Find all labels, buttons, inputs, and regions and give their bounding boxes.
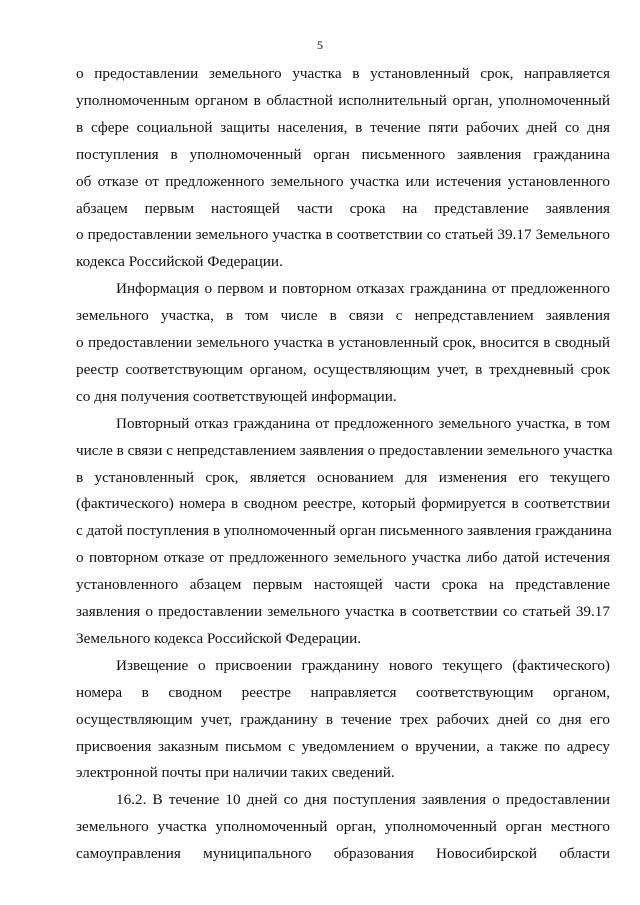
paragraph-first-line: 16.2. В течение 10 дней со дня поступления заявления о предоставлении: [116, 791, 610, 809]
paragraph-first-line: Повторный отказ гражданина от предложенного земельного участка, в том: [116, 414, 610, 432]
text-line: о предоставлении земельного участка в соответствии со статьей 39.17 Земельного: [76, 226, 610, 244]
text-line: поступления в уполномоченный орган письменного заявления гражданина: [76, 145, 610, 163]
text-line: абзацем первым настоящей части срока на представление заявления: [76, 199, 610, 217]
text-line: земельного участка, в том числе в связи с непредставлением заявления: [76, 307, 610, 325]
text-line: присвоения заказным письмом с уведомлением о вручении, а также по адресу: [76, 737, 610, 755]
text-line: о предоставлении земельного участка в установленный срок, вносится в сводный: [76, 334, 610, 351]
text-line: (фактического) номера в сводном реестре, который формируется в соответствии: [76, 495, 610, 513]
text-line: Земельного кодекса Российской Федерации.: [76, 629, 362, 647]
text-line: уполномоченным органом в областной исполнительный орган, уполномоченный: [76, 91, 610, 109]
paragraph-first-line: Извещение о присвоении гражданину нового текущего (фактического): [116, 656, 610, 674]
text-line: номера в сводном реестре направляется соответствующим органом,: [76, 683, 610, 701]
text-line: с датой поступления в уполномоченный орган письменного заявления гражданина: [76, 522, 612, 540]
text-line: электронной почты при наличии таких сведений.: [76, 764, 395, 782]
text-line: земельного участка уполномоченный орган, уполномоченный орган местного: [76, 818, 610, 836]
text-line: самоуправления муниципального образования Новосибирской области: [76, 845, 610, 863]
text-line: числе в связи с непредставлением заявления о предоставлении земельного участка: [76, 441, 613, 459]
text-line: кодекса Российской Федерации.: [76, 253, 283, 271]
text-line: реестр соответствующим органом, осуществляющим учет, в трехдневный срок: [76, 360, 610, 378]
text-line: в сфере социальной защиты населения, в течение пяти рабочих дней со дня: [76, 118, 610, 136]
text-line: об отказе от предложенного земельного участка или истечения установленного: [76, 172, 610, 190]
text-line: установленного абзацем первым настоящей части срока на представление: [76, 576, 610, 594]
page-number: 5: [317, 38, 323, 52]
text-line: осуществляющим учет, гражданину в течение трех рабочих дней со дня его: [76, 710, 610, 728]
text-line: в установленный срок, является основанием для изменения его текущего: [76, 468, 610, 486]
text-line: со дня получения соответствующей информации.: [76, 387, 397, 405]
paragraph-first-line: Информация о первом и повторном отказах гражданина от предложенного: [116, 280, 610, 298]
text-line: заявления о предоставлении земельного участка в соответствии со статьей 39.17: [76, 603, 610, 620]
text-line: о предоставлении земельного участка в установленный срок, направляется: [76, 65, 610, 82]
text-line: о повторном отказе от предложенного земельного участка либо датой истечения: [76, 549, 610, 567]
